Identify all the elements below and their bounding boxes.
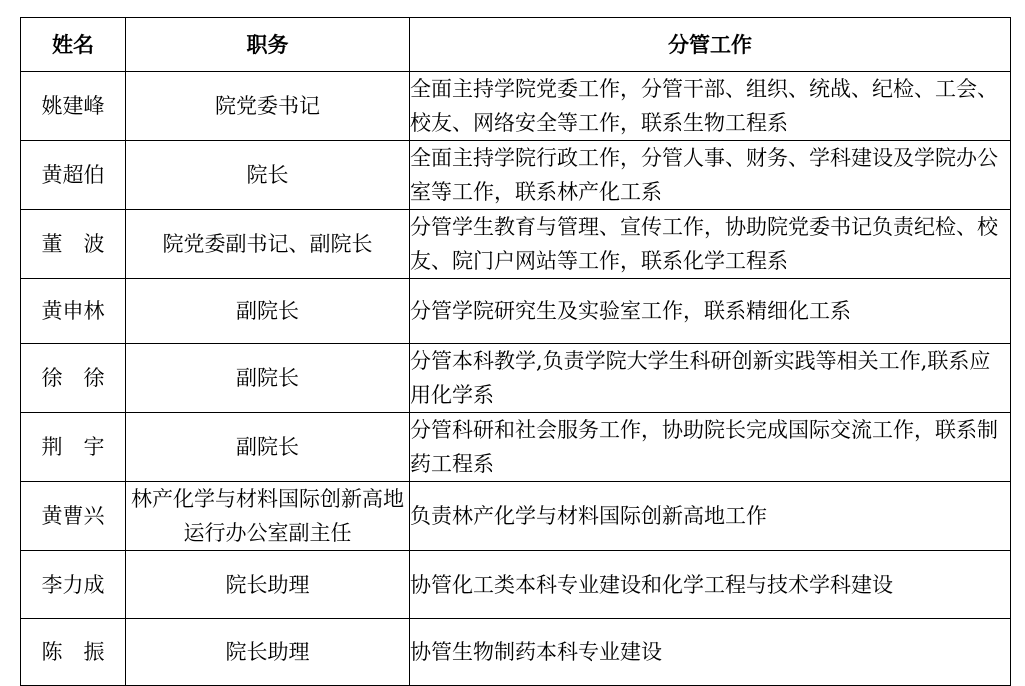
- position-cell: 副院长: [126, 279, 410, 344]
- leadership-duty-table: [20, 17, 1011, 686]
- position-cell: 林产化学与材料国际创新高地运行办公室副主任: [126, 482, 410, 551]
- name-cell: 黄曹兴: [21, 482, 126, 551]
- header-duties: 分管工作: [410, 18, 1011, 72]
- table-row: [21, 551, 1011, 619]
- name-cell: 徐 徐: [21, 344, 126, 413]
- position-cell: 副院长: [126, 344, 410, 413]
- duties-cell: 全面主持学院行政工作，分管人事、财务、学科建设及学院办公室等工作，联系林产化工系: [410, 141, 1011, 210]
- duties-cell: 协管生物制药本科专业建设: [410, 619, 1011, 686]
- name-cell: 董 波: [21, 210, 126, 279]
- duties-cell: 分管本科教学,负责学院大学生科研创新实践等相关工作,联系应用化学系: [410, 344, 1011, 413]
- duties-cell: 分管学生教育与管理、宣传工作，协助院党委书记负责纪检、校友、院门户网站等工作，联系化学工程系: [410, 210, 1011, 279]
- table-row: [21, 210, 1011, 279]
- position-cell: 院党委书记: [126, 72, 410, 141]
- table-header-row: [21, 18, 1011, 72]
- position-cell: 院长: [126, 141, 410, 210]
- name-cell: 陈 振: [21, 619, 126, 686]
- position-cell: 院长助理: [126, 619, 410, 686]
- table-row: [21, 141, 1011, 210]
- table-row: [21, 72, 1011, 141]
- table-row: [21, 344, 1011, 413]
- duties-cell: 分管科研和社会服务工作，协助院长完成国际交流工作，联系制药工程系: [410, 413, 1011, 482]
- table-row: [21, 482, 1011, 551]
- position-cell: 副院长: [126, 413, 410, 482]
- table-row: [21, 279, 1011, 344]
- name-cell: 荆 宇: [21, 413, 126, 482]
- duties-cell: 全面主持学院党委工作，分管干部、组织、统战、纪检、工会、校友、网络安全等工作，联系生物工程系: [410, 72, 1011, 141]
- duties-cell: 负责林产化学与材料国际创新高地工作: [410, 482, 1011, 551]
- name-cell: 姚建峰: [21, 72, 126, 141]
- duties-cell: 协管化工类本科专业建设和化学工程与技术学科建设: [410, 551, 1011, 619]
- name-cell: 黄申林: [21, 279, 126, 344]
- name-cell: 黄超伯: [21, 141, 126, 210]
- table-row: [21, 619, 1011, 686]
- position-cell: 院长助理: [126, 551, 410, 619]
- position-cell: 院党委副书记、副院长: [126, 210, 410, 279]
- name-cell: 李力成: [21, 551, 126, 619]
- duties-cell: 分管学院研究生及实验室工作，联系精细化工系: [410, 279, 1011, 344]
- table-row: [21, 413, 1011, 482]
- header-name: 姓名: [21, 18, 126, 72]
- header-position: 职务: [126, 18, 410, 72]
